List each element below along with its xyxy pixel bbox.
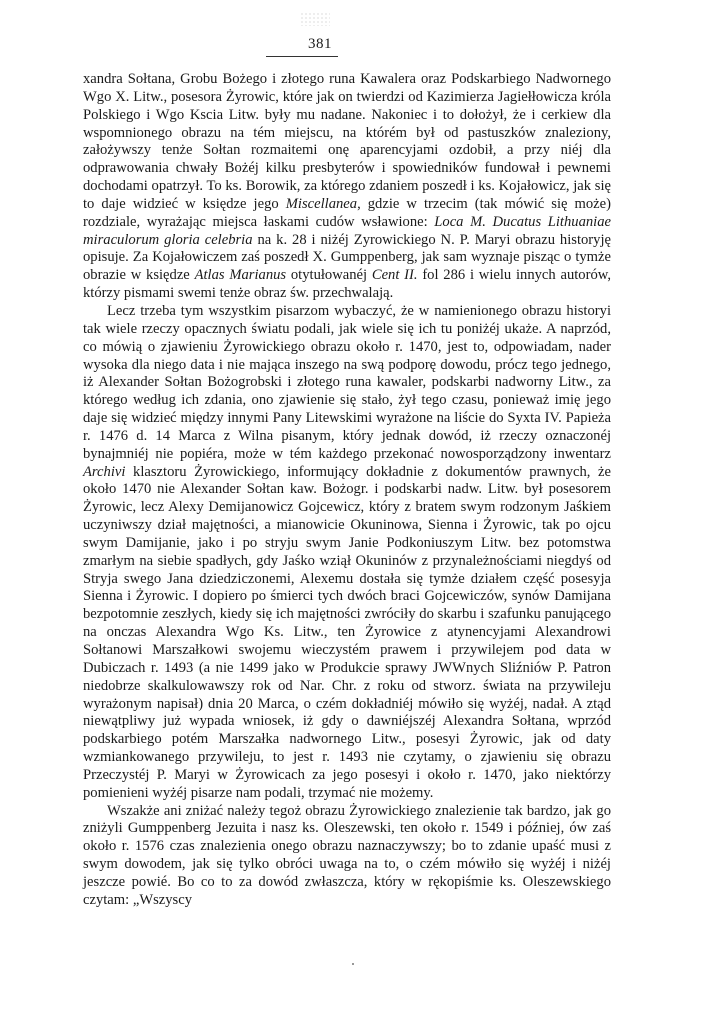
page-mark xyxy=(352,963,354,965)
italic-phrase: Archivi xyxy=(83,463,126,480)
text-run: , gdzie w trzecim (tak mówić się może) rozdziale, wyrażając miejsca łaskami cudów wsławione: xyxy=(83,195,611,230)
page-number-rule xyxy=(266,56,338,57)
text-run: otytułowanéj xyxy=(286,267,372,284)
paper-speckle xyxy=(300,12,330,26)
page-number: 381 xyxy=(308,36,332,52)
text-run: na k. 28 i niżéj Zyrowickiego N. P. Maryi obrazu historyję opisuje. Za Kojałowiczem zaś poszedł X. Gumppenberg, jak sam wyznaje pisząc o tymże obrazie w księdze xyxy=(83,231,611,284)
paragraph xyxy=(83,71,611,303)
body-text xyxy=(83,71,611,910)
text-run: fol 286 i wielu innych autorów, którzy pismami swemi tenże obraz św. przechwalają. xyxy=(83,267,611,302)
italic-phrase: Miscellanea xyxy=(285,195,358,212)
italic-phrase: Loca M. Ducatus Lithuaniae miraculorum gloria celebria xyxy=(83,213,611,248)
paragraph xyxy=(83,303,611,803)
italic-phrase: Atlas Marianus xyxy=(194,267,287,284)
text-run: Lecz trzeba tym wszystkim pisarzom wybaczyć, że w namienionego obrazu historyi tak wiele rzeczy opacznych światu podali, jak wiele się ich tu poniżéj ukaże. A naprzód, co mówią o zjawieniu Żyrowickiego obrazu około r. 1470, jest to, odpowiadam, nader wysoka dla niego data i nie mająca inszego na swą podporę dowodu, prócz tego jednego, iż Alexander Sołtan Bożogrobski i złotego runa kawaler, podskarbi nadworny Litw., za którego według ich zdania, ono zjawienie się stało, żył tego czasu, ponieważ imię jego daje się widzieć między innymi Pany Litewskimi wyrażone na liście do Syxta IV. Papieża r. 1476 d. 14 Marca z Wilna pisanym, który jednak dowód, iż rzeczy oznaczonéj bynajmniéj nie popiéra, może w tém każdego przekonać nowosporządzony inwentarz xyxy=(83,302,611,462)
italic-phrase: Cent II. xyxy=(371,267,418,284)
text-run: xandra Sołtana, Grobu Bożego i złotego runa Kawalera oraz Podskarbiego Nadwornego Wgo X. Litw., posesora Żyrowic, które jak on twierdzi od Kazimierza Jagiełłowicza króla Polskiego i Wgo Kscia Litw. były mu nadane. Nakoniec i to dołożył, że i cerkiew dla wspomnionego obrazu na tém miejscu, na którém był od pastuszków znaleziony, założywszy tenże Sołtan rozmaitemi onę aparencyjami ozdobił, a przy niéj dla odprawowania chwały Bożéj kilku presbyterów i spowiedników fundował i pewnemi dochodami opatrzył. To ks. Borowik, za którego zdaniem poszedł i ks. Kojałowicz, jak się to daje widzieć w księdze jego xyxy=(83,71,611,212)
paragraph xyxy=(83,803,611,910)
text-run: Wszakże ani zniżać należy tegoż obrazu Żyrowickiego znalezienie tak bardzo, jak go zniżyli Gumppenberg Jezuita i nasz ks. Oleszewski, ten około r. 1549 i później, ów zaś około r. 1576 czas znalezienia onego obrazu naznaczywszy; bo to zdanie upaść musi z swym dowodem, jak się tylko obróci uwaga na to, o czém mówiło się wyżéj i niżéj jeszcze powié. Bo co to za dowód zwłaszcza, który w rękopiśmie ks. Oleszewskiego czytam: „Wszyscy xyxy=(83,802,611,908)
text-run: klasztoru Żyrowickiego, informujący dokładnie z dokumentów prawnych, że około 1470 nie Alexander Sołtan kaw. Bożogr. i podskarbi nadw. Litw. był posesorem Żyrowic, lecz Alexy Demijanowicz Gojcewicz, który z bratem swym rodzonym Jaśkiem uczyniwszy dział majętności, a mianowicie Okuninowa, Sienna i Żyrowic, tak po ojcu swym Damijanie, jako i po stryju swym Janie Podkoniuszym Litw. bez potomstwa zmarłym na siebie spadłych, gdy Jaśko wziął Okuninów z przynależnościami niegdyś od Stryja swego Jana dziedziczonemi, Alexemu dostała się tymże działem część posesyja Sienna i Żyrowic. I dopiero po śmierci tych dwóch braci Gojcewiczów, synów Damijana bezpotomnie zeszłych, kiedy się ich majętności zwróciły do skarbu i szafunku panującego na onczas Alexandra Wgo Ks. Litw., ten Żyrowice z atynencyjami Alexandrowi Sołtanowi Marszałkowi swojemu wieczystém prawem i przywilejem pod data w Dubiczach r. 1493 (a nie 1499 jako w Produkcie sprawy JWWnych Sliźniów P. Patron niedobrze skalkulowawszy rok od Nar. Chr. z roku od stworz. świata na przywileju wyrażonym napisał) dnia 20 Marca, o czém dokładniéj mówiło się wyżéj, nadał. A ztąd niewątpliwy już wypada wniosek, iż gdy o dawniéjszéj Alexandra Sołtana, wprzód podskarbiego potém Marszałka nadwornego Litw., posesyi Żyrowic, jak od daty wzmiankowanego przywileju, to jest r. 1493 nie czytamy, o zjawieniu się obrazu Przeczystéj P. Maryi w Żyrowicach za jego posesyi i około r. 1470, jako niektórzy pomienieni wyżéj pisarze nam podali, trzymać nie możemy. xyxy=(83,463,611,801)
